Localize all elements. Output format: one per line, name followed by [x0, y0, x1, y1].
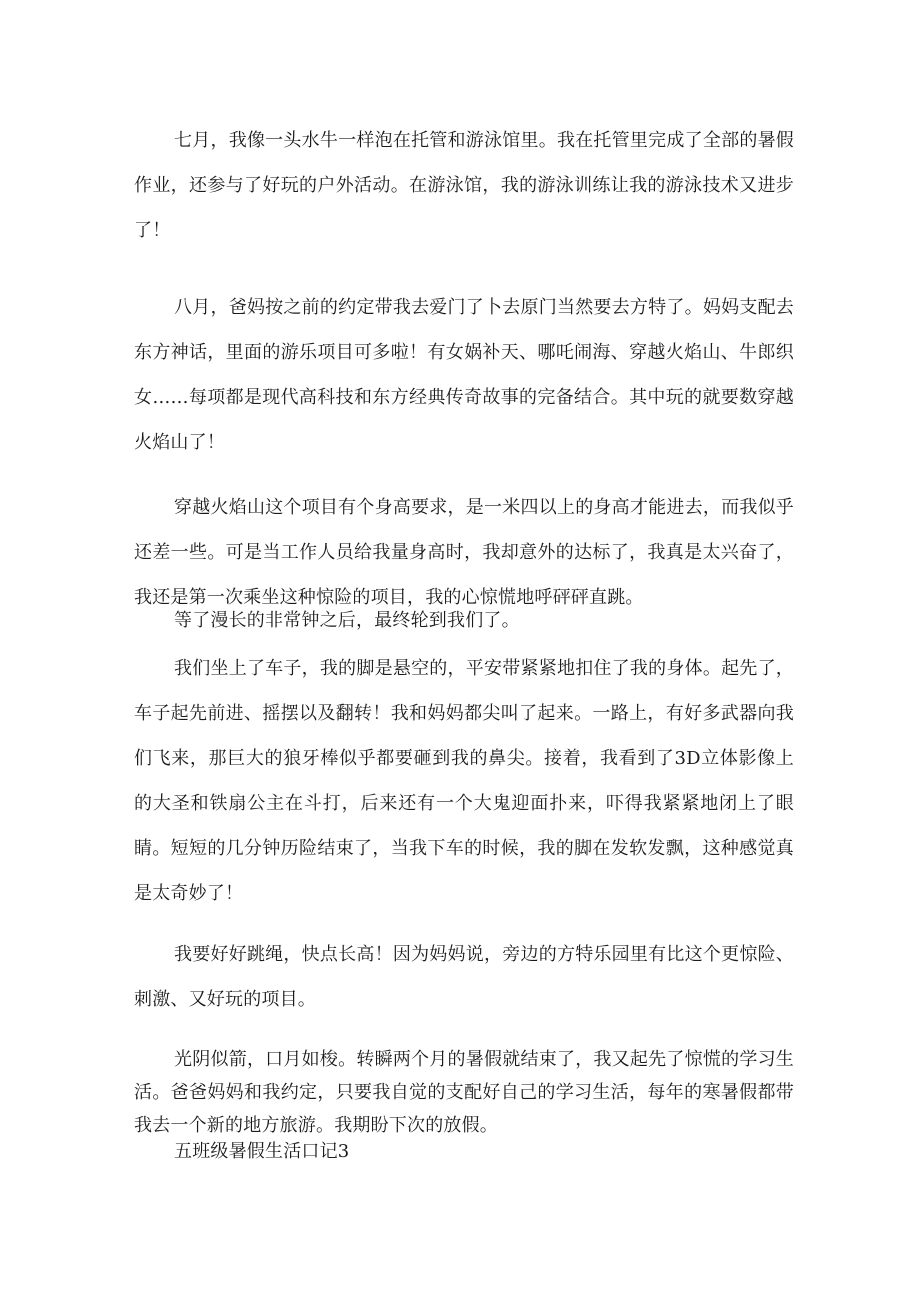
paragraph-july: 七月，我像一头水牛一样泡在托管和游泳馆里。我在托管里完成了全部的暑假作业，还参与了好玩的户外活动。在游泳馆，我的游泳训练让我的游泳技术又进步了！	[134, 130, 794, 241]
paragraph-waiting: 等了漫长的非常钟之后，最终轮到我们了。	[174, 610, 520, 631]
section-heading-diary-3: 五班级暑假生活口记3	[174, 1141, 350, 1162]
paragraph-ride: 我们坐上了车子，我的脚是悬空的，平安带紧紧地扣住了我的身体。起先了，车子起先前进、摇摆以及翻转！我和妈妈都尖叫了起来。一路上，有好多武器向我们飞来，那巨大的狼牙棒似乎都要砸到我的鼻尖。接着，我看到了3D立体影像上的大圣和铁扇公主在斗打，后来还有一个大鬼迎面扑来，吓得我紧紧地闭上了眼睛。短短的几分钟历险结束了，当我下车的时候，我的脚在发软发飘，这种感觉真是太奇妙了！	[134, 658, 794, 904]
paragraph-height-requirement: 穿越火焰山这个项目有个身高要求，是一米四以上的身高才能进去，而我似乎还差一些。可是当工作人员给我量身高时，我却意外的达标了，我真是太兴奋了，我还是第一次乘坐这种惊险的项目，我的心惊慌地呼砰砰直跳。	[134, 497, 794, 608]
paragraph-jump-rope: 我要好好跳绳，快点长高！因为妈妈说，旁边的方特乐园里有比这个更惊险、刺激、又好玩的项目。	[134, 944, 794, 1010]
paragraph-summer-end: 光阴似箭，口月如梭。转瞬两个月的暑假就结束了，我又起先了惊慌的学习生活。爸爸妈妈和我约定，只要我自觉的支配好自己的学习生活，每年的寒暑假都带我去一个新的地方旅游。我期盼下次的放假。	[134, 1049, 794, 1136]
paragraph-august: 八月，爸妈按之前的约定带我去爱门了卜去原门当然要去方特了。妈妈支配去东方神话，里面的游乐项目可多啦！有女娲补天、哪吒闹海、穿越火焰山、牛郎织女……每项都是现代高科技和东方经典传奇故事的完备结合。其中玩的就要数穿越火焰山了！	[134, 297, 794, 453]
